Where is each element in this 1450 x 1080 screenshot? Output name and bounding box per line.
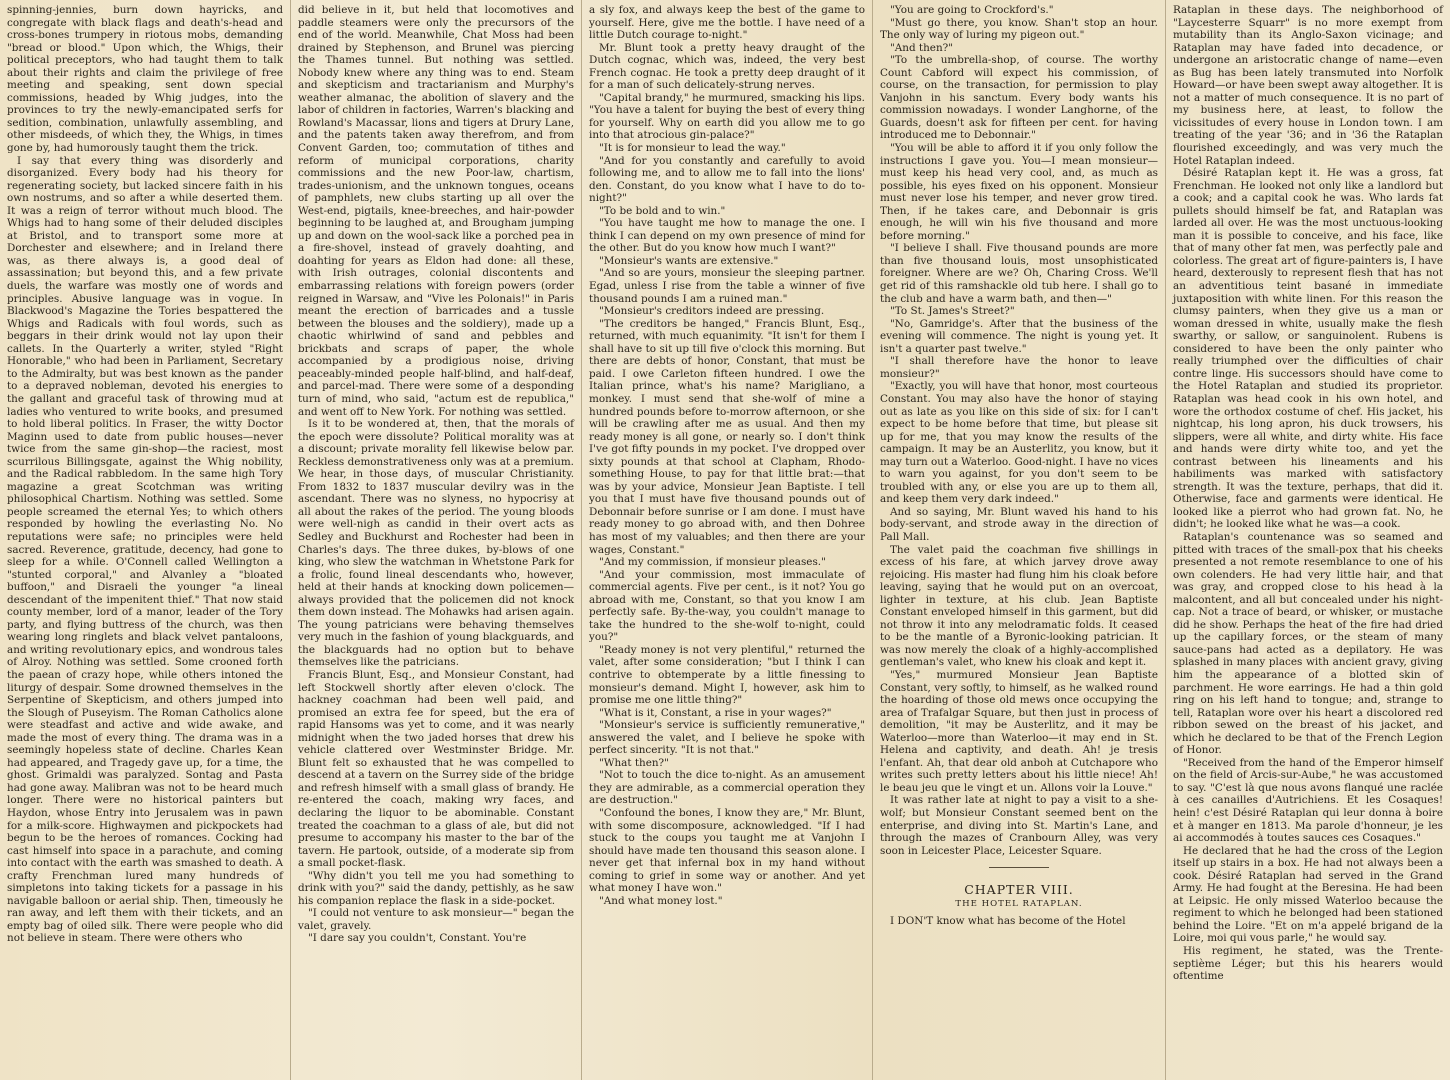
- paragraph: "And your commission, most immaculate of commercial agents. Five per cent., is it not? You go abroad with me, Constant, so that you know I am perfectly safe. By-the-way, you couldn't manage to take the hundred to the she-wolf to-night, could you?": [589, 568, 865, 644]
- paragraph: "And for you constantly and carefully to avoid following me, and to allow me to fall into the lions' den. Constant, do you know what I have to do to-night?": [589, 154, 865, 205]
- paragraph: Is it to be wondered at, then, that the morals of the epoch were dissolute? Political morality was at a discount; private morality fell likewise below par. Reckless demonstrativeness only was at a premium. We hear, in those days, of muscular Christianity. From 1832 to 1837 muscular devilry was in the ascendant. There was no slyness, no hypocrisy at all about the rakes of the period. The young bloods were well-nigh as candid in their overt acts as Sedley and Buckhurst and Rochester had been in Charles's days. The three dukes, by-blows of one king, who slew the watchman in Whetstone Park for a frolic, found lineal descendants who, however, held at their hands at knocking down policemen—always provided that the policemen did not knock them down instead. The Mohawks had arisen again. The young patricians were behaving themselves very much in the fashion of young blackguards, and the blackguards had no option but to behave themselves like the patricians.: [298, 418, 574, 669]
- paragraph: He declared that he had the cross of the Legion itself up stairs in a box. He had not always been a cook. Désiré Rataplan had served in the Grand Army. He had fought at the Beresina. He had been at Leipsic. He only missed Waterloo because the regiment to which he belonged had been stationed behind the Loire. "Et on m'a appelé brigand de la Loire, moi qui vous parle," he would say.: [1173, 844, 1443, 945]
- paragraph: Rataplan in these days. The neighborhood of "Laycesterre Squarr" is no more exempt from mutability than its Anglo-Saxon vicinage; and Rataplan may have faded into decadence, or undergone an aristocratic change of name—even as Bug has been lately transmuted into Norfolk Howard—or have been swept away altogether. It is not a matter of much consequence. It is no part of my business here, at least, to follow the vicissitudes of every house in London town. I am treating of the year '36; and in '36 the Rataplan flourished exceedingly, and was very much the Hotel Rataplan indeed.: [1173, 4, 1443, 167]
- paragraph: "I believe I shall. Five thousand pounds are more than five thousand louis, most unsophisticated foreigner. Where are we? Oh, Charing Cross. We'll get rid of this ramshackle old tub here. I shall go to the club and have a warm bath, and then—": [880, 242, 1158, 305]
- paragraph: "It is for monsieur to lead the way.": [599, 142, 786, 155]
- paragraph: "Monsieur's service is sufficiently remunerative," answered the valet, and I believe he spoke with perfect sincerity. "It is not that.": [589, 719, 865, 757]
- paragraph: "And then?": [890, 41, 953, 54]
- paragraph: "I dare say you couldn't, Constant. You're: [308, 932, 527, 945]
- paragraph: I say that every thing was disorderly and disorganized. Every body had his theory for regenerating society, but lacked sincere faith in his own nostrums, and so after a while deserted them. It was a reign of terror without much blood. The Whigs had to hang some of their deluded disciples at Bristol, and to transport some more at Dorchester and elsewhere; and in Ireland there was, as there always is, a good deal of assassination; but beyond this, and a few private duels, the warfare was mostly one of words and principles. Abusive language was in vogue. In Blackwood's Magazine the Tories bespattered the Whigs and Radicals with foul words, such as beggars in their drink would not lay upon their callets. In the Quarterly a writer, styled "Right Honorable," who had been in Parliament, Secretary to the Admiralty, but was best known as the pander to a depraved nobleman, devoted his energies to the gallant and graceful task of throwing mud at ladies who ventured to write books, and presumed to hold liberal politics. In Fraser, the witty Doctor Maginn used to date from public houses—never twice from the same gin-shop—the raciest, most scurrilous Billingsgate, against the Whig nobility, and the Radical rabbledom. In the same high Tory magazine a great Scotchman was writing philosophical Chartism. Nothing was settled. Some people screamed the eternal Yes; to which others responded by howling the everlasting No. No reputations were safe; no principles were held sacred. Reverence, gratitude, decency, had gone to sleep for a while. O'Connell called Wellington a "stunted corporal," and Alvanley a "bloated buffoon," and Disraeli the younger "a lineal descendant of the impenitent thief." That now staid county member, lord of a manor, leader of the Tory party, and flying buttress of the church, was then wearing long ringlets and black velvet pantaloons, and writing revolutionary epics, and wondrous tales of Alroy. Nothing was settled. Some crooned forth the paean of crazy hope, while others intoned the liturgy of despair. Some drowned themselves in the Serpentine of Skepticism, and others jumped into the Slough of Puseyism. The Roman Catholics alone were steadfast and active and wide awake, and made the most of every thing. The drama was in a seemingly hopeless state of decline. Charles Kean had appeared, and Tragedy gave up, for a time, the ghost. Grimaldi was paralyzed. Sontag and Pasta had gone away. Malibran was not to be heard much longer. There were no historical painters but Haydon, whose Entry into Jerusalem was in pawn for a milk-score. Highwaymen and pickpockets had begun to be the heroes of romances. Cocking had cast himself into space in a parachute, and coming into contact with the earth was smashed to death. A crafty Frenchman lured many hundreds of simpletons into taking tickets for a passage in his navigable balloon or aerial ship. Then, timeously he ran away, and left them with their tickets, and an empty bag of oiled silk. There were people who did not believe in steam. There were others who: [7, 154, 283, 945]
- paragraph: It was rather late at night to pay a visit to a she-wolf; but Monsieur Constant seemed bent on the enterprise, and diving into St. Martin's Lane, and through the mazes of Cranbourn Alley, was very soon in Leicester Place, Leicester Square.: [880, 794, 1158, 857]
- paragraph: "What then?": [599, 756, 669, 769]
- text-column-2: [291, 0, 582, 1080]
- paragraph: His regiment, he stated, was the Trente-septième Léger; but this his hearers would oftentime: [1173, 945, 1443, 983]
- chapter-subtitle: THE HOTEL RATAPLAN.: [955, 899, 1083, 910]
- paragraph: "Confound the bones, I know they are," Mr. Blunt, with some discomposure, acknowledged. "If I had stuck to the coups you taught me at Vanjohn I should have made ten thousand this season alone. I never get that infernal box in my hand without coming to grief in some way or another. And yet what money I have won.": [589, 807, 865, 895]
- paragraph: "Capital brandy," he murmured, smacking his lips. "You have a talent for buying the best of every thing for yourself. Why on earth did you allow me to go into that atrocious gin-palace?": [589, 91, 865, 142]
- paragraph: spinning-jennies, burn down hayricks, and congregate with black flags and death's-head and cross-bones trumpery in riotous mobs, demanding "bread or blood." Upon which, the Whigs, their political preceptors, who had taught them to talk about their rights and claim the privilege of free meeting and speaking, sent down special commissions, headed by Whig judges, into the provinces to try the newly-emancipated serfs for sedition, combination, unlawfully assembling, and other misdeeds, of which they, the Whigs, in times gone by, had humorously taught them the trick.: [7, 4, 283, 155]
- paragraph: "No, Gamridge's. After that the business of the evening will commence. The night is young yet. It isn't a quarter past twelve.": [880, 317, 1158, 355]
- paragraph: "And my commission, if monsieur pleases.": [599, 556, 826, 569]
- paragraph: "Received from the hand of the Emperor himself on the field of Arcis-sur-Aube," he was accustomed to say. "C'est là que nous avons flanqué une raclée à ces canailles d'Autrichiens. Et les Cosaques! hein! c'est Désiré Rataplan qui leur donna à boire et à manger en 1813. Ma parole d'honneur, je les ai accommodés à toutes sauces ces Cosaques.": [1173, 756, 1443, 845]
- paragraph: "I could not venture to ask monsieur—" began the valet, gravely.: [298, 907, 574, 932]
- paragraph: "Monsieur's creditors indeed are pressing.: [599, 305, 825, 318]
- paragraph: did believe in it, but held that locomotives and paddle steamers were only the precursors of the end of the world. Meanwhile, Chat Moss had been drained by Stephenson, and Brunel was piercing the Thames tunnel. But nothing was settled. Nobody knew where any thing was to end. Steam and skepticism and tractarianism and Murphy's weather almanac, the abolition of slavery and the labor of children in factories, Warren's blacking and Rowland's Macassar, lions and tigers at Drury Lane, and the patents taken away therefrom, and from Convent Garden, too; commutation of tithes and reform of municipal corporations, charity commissions and the new Poor-law, chartism, trades-unionism, and the unknown tongues, oceans of pamphlets, new clubs starting up all over the West-end, pigtails, knee-breeches, and hair-powder beginning to be laughed at, and Brougham jumping up and down on the wool-sack like a porched pea in a fire-shovel, instead of gravely doahting, and doahting for years as Eldon had done: all these, with Irish outrages, colonial discontents and embarrassing relations with foreign powers (order reigned in Warsaw, and "Vive les Polonais!" in Paris meant the erection of barricades and a tussle between the blouses and the soldiery), made up a chaotic whirlwind of sand and pebbles and brickbats and scraps of paper, the whole accompanied by a prodigious noise, driving peaceably-minded people half-blind, and half-deaf, and parcel-mad. There were some of a desponding turn of mind, who said, "actum est de republica," and went off to New York. For nothing was settled.: [298, 4, 574, 418]
- paragraph: "And so are yours, monsieur the sleeping partner. Egad, unless I rise from the table a winner of five thousand pounds I am a ruined man.": [589, 267, 865, 305]
- paragraph: "What is it, Constant, a rise in your wages?": [599, 706, 832, 719]
- paragraph: "You will be able to afford it if you only follow the instructions I gave you. You—I mean monsieur—must keep his head very cool, and, as much as possible, his eyes fixed on his opponent. Monsieur must never lose his temper, and never grow tired. Then, if he takes care, and Debonnair is gris enough, he will win his five thousand and more before morning.": [880, 142, 1158, 242]
- text-column-4: [873, 0, 1166, 1080]
- paragraph: "The creditors be hanged," Francis Blunt, Esq., returned, with much equanimity. "It isn't for them I shall have to sit up till five o'clock this morning. But there are debts of honor, Constant, that must be paid. I owe Carleton fifteen hundred. I owe the Italian prince, what's his name? Marigliano, a monkey. I must send that she-wolf of mine a hundred pounds before to-morrow afternoon, or she will be crawling after me as usual. And then my ready money is all gone, or nearly so. I don't think I've got fifty pounds in my pocket. I've dropped over sixty pounds at that school at Clapham, Rhodo-something House, to pay for that little brat:—that was by your advice, Monsieur Jean Baptiste. I tell you that I must have five thousand pounds out of Debonnair before sunrise or I am done. I must have ready money to go abroad with, and then Dohree has most of my valuables; and then there are your wages, Constant.": [589, 317, 865, 556]
- paragraph: Désiré Rataplan kept it. He was a gross, fat Frenchman. He looked not only like a landlord but a cook; and a capital cook he was. Who lards fat pullets should himself be fat, and Rataplan was larded all over. He was the most unctuous-looking man it is possible to conceive, and his face, like that of many other fat men, was perfectly pale and colorless. The great art of figure-painters is, I have heard, dexterously to represent flesh that has not an adventitious teint basané in immediate juxtaposition with white linen. For this reason the clumsy painters, when they give us a man or woman dressed in white, usually make the flesh swarthy, or sallow, or sanguinolent. Rubens is considered to have been the only painter who really triumphed over the difficulties of chair contre linge. His successors should have come to the Hotel Rataplan and studied its proprietor. Rataplan was head cook in his own hotel, and wore the orthodox costume of chef. His jacket, his nightcap, his long apron, his duck trowsers, his slippers, were all white, and dirty white. His face and hands were dirty white too, and yet the contrast between his lineaments and his habiliments was marked with satisfactory strength. It was the texture, perhaps, that did it. Otherwise, face and garments were identical. He looked like a pierrot who had grown fat. No, he didn't; he looked like what he was—a cook.: [1173, 167, 1443, 531]
- text-column-5: [1166, 0, 1450, 1080]
- paragraph: "Yes," murmured Monsieur Jean Baptiste Constant, very softly, to himself, as he walked round the hoarding of those old mews once occupying the area of Trafalgar Square, but then just in process of demolition, "it may be Austerlitz, and it may be Waterloo—more than Waterloo—it may end in St. Helena and captivity, and death. Ah! je tresis l'enfant. Ah, that dear old anboh at Cutchapore who writes such pretty letters about his little niece! Ah! le beau jeu que le vingt et un. Allons voir la Louve.": [880, 668, 1158, 794]
- paragraph: Rataplan's countenance was so seamed and pitted with traces of the small-pox that his cheeks presented a not remote resemblance to one of his own colenders. He had very little hair, and that was gray, and cropped close to his head à la malcontent, and all but concealed under his night-cap. Not a trace of beard, or whisker, or mustache did he show. Perhaps the heat of the fire had dried up the capillary forces, or the steam of many sauce-pans had acted as a depilatory. He was splashed in many places with ancient gravy, giving him the appearance of a blotted skin of parchment. He wore earrings. He had a thin gold ring on his left hand to tongue; and, strange to tell, Rataplan wore over his heart a discolored red ribbon sewed on the breast of his jacket, and which he declared to be that of the French Legion of Honor.: [1173, 530, 1443, 757]
- paragraph: "To be bold and to win.": [599, 204, 726, 217]
- section-rule: [989, 867, 1049, 868]
- paragraph: Mr. Blunt took a pretty heavy draught of the Dutch cognac, which was, indeed, the very best French cognac. He took a pretty deep draught of it for a man of such delicately-strung nerves.: [589, 41, 865, 92]
- text-column-3: [582, 0, 873, 1080]
- paragraph: I DON'T know what has become of the Hotel: [890, 915, 1126, 928]
- paragraph: "Not to touch the dice to-night. As an amusement they are admirable, as a commercial operation they are destruction.": [589, 769, 865, 807]
- chapter-title: CHAPTER VIII.: [964, 882, 1074, 898]
- paragraph: "Monsieur's wants are extensive.": [599, 254, 779, 267]
- paragraph: "You are going to Crockford's.": [890, 4, 1054, 16]
- paragraph: "Exactly, you will have that honor, most courteous Constant. You may also have the honor of staying out as late as you like on this side of six: for I can't expect to be home before that time, but please sit up for me, that you may know the results of the campaign. It may be an Austerlitz, you know, but it may turn out a Waterloo. Good-night. I have no vices to warn you against, for you don't seem to be troubled with any, or else you are up to them all, and keep them very dark indeed.": [880, 380, 1158, 506]
- paragraph: "And what money lost.": [599, 894, 723, 907]
- paragraph: "Must go there, you know. Shan't stop an hour. The only way of luring my pigeon out.": [880, 16, 1158, 42]
- paragraph: "Ready money is not very plentiful," returned the valet, after some consideration; "but I think I can contrive to obtemperate by a little finessing to monsieur's demand. Might I, however, ask him to promise me one little thing?": [589, 643, 865, 707]
- paragraph: Francis Blunt, Esq., and Monsieur Constant, had left Stockwell shortly after eleven o'clock. The hackney coachman had been well paid, and promised an extra fee for speed, but the era of rapid Hansoms was yet to come, and it was nearly midnight when the two jaded horses that drew his vehicle clattered over Westminster Bridge. Mr. Blunt felt so exhausted that he was compelled to descend at a tavern on the Surrey side of the bridge and refresh himself with a small glass of brandy. He re-entered the coach, making wry faces, and declaring the liquor to be abominable. Constant treated the coachman to a glass of ale, but did not presume to accompany his master to the bar of the tavern. He partook, outside, of a moderate sip from a small pocket-flask.: [298, 668, 574, 870]
- paragraph: "I shall therefore have the honor to leave monsieur?": [880, 355, 1158, 380]
- text-column-1: [0, 0, 291, 1080]
- paragraph: And so saying, Mr. Blunt waved his hand to his body-servant, and strode away in the direction of Pall Mall.: [880, 505, 1158, 543]
- paragraph: "Why didn't you tell me you had something to drink with you?" said the dandy, pettishly, as he saw his companion replace the flask in a side-pocket.: [298, 869, 574, 907]
- paragraph: "To the umbrella-shop, of course. The worthy Count Cabford will expect his commission, of course, on the transaction, for permission to play Vanjohn in his sanctum. Every body wants his commission nowadays. I wonder Langhorne, of the Guards, doesn't ask for fifteen per cent. for having introduced me to Debonnair.": [880, 54, 1158, 142]
- paragraph: a sly fox, and always keep the best of the game to yourself. Here, give me the bottle. I have need of a little Dutch courage to-night.": [589, 4, 865, 42]
- paragraph: "You have taught me how to manage the one. I think I can depend on my own presence of mind for the other. But do you know how much I want?": [589, 217, 865, 255]
- paragraph: The valet paid the coachman five shillings in excess of his fare, at which jarvey drove away rejoicing. His master had flung him his cloak before leaving, saying that he would put on an overcoat, lighter in texture, at his club. Jean Baptiste Constant enveloped himself in this garment, but did not throw it into any melodramatic folds. It ceased to be the mantle of a Byronic-looking patrician. It was now merely the cloak of a highly-accomplished gentleman's valet, who knew his cloak and kept it.: [880, 543, 1158, 669]
- paragraph: "To St. James's Street?": [890, 305, 1015, 318]
